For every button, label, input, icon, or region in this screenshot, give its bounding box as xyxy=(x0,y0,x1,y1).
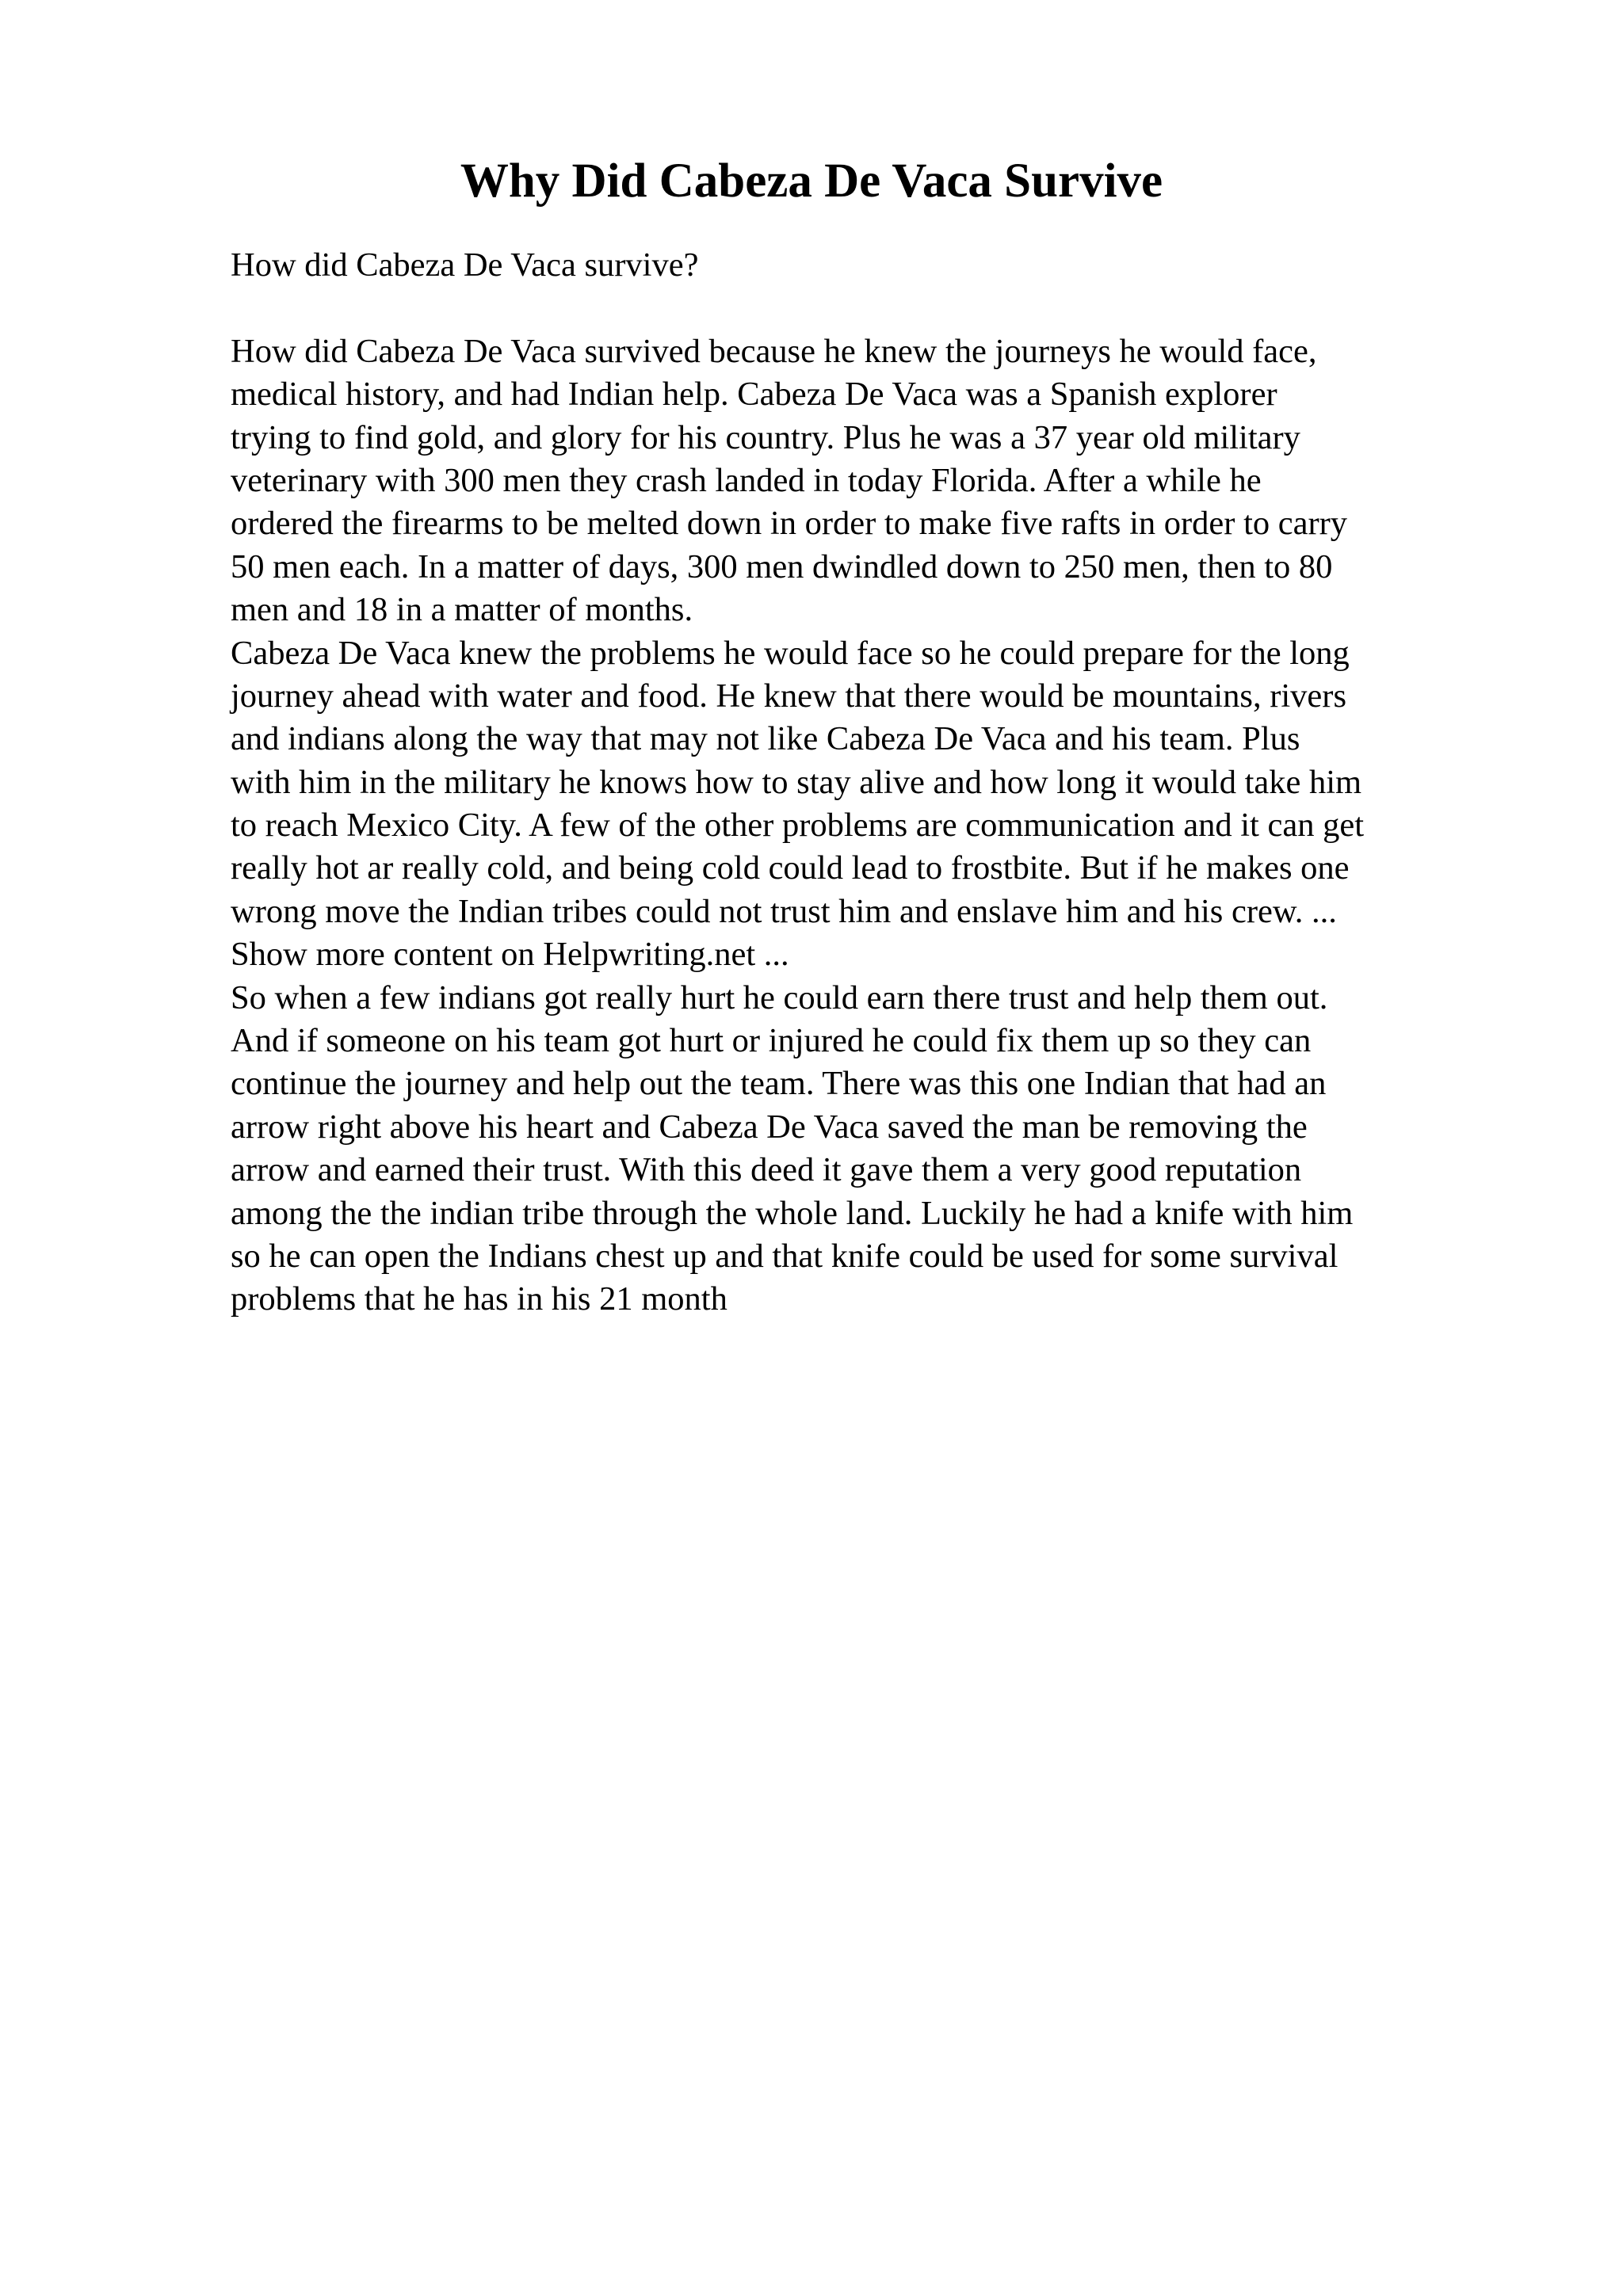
text-line: among the the indian tribe through the whole land. Luckily he had a knife with him xyxy=(231,1194,1354,1232)
text-line: Show more content on Helpwriting.net ... xyxy=(231,936,789,974)
text-line: so he can open the Indians chest up and that knife could be used for some survival xyxy=(231,1237,1338,1275)
paragraph-2 xyxy=(231,632,1514,977)
text-line: medical history, and had Indian help. Cabeza De Vaca was a Spanish explorer xyxy=(231,376,1277,414)
document-body xyxy=(231,244,1514,1322)
text-line: wrong move the Indian tribes could not trust him and enslave him and his crew. ... xyxy=(231,892,1337,930)
text-line: arrow right above his heart and Cabeza De Vaca saved the man be removing the xyxy=(231,1108,1308,1146)
text-line: with him in the military he knows how to stay alive and how long it would take him xyxy=(231,763,1362,801)
text-line: Cabeza De Vaca knew the problems he would face so he could prepare for the long xyxy=(231,634,1350,672)
text-line: to reach Mexico City. A few of the other problems are communication and it can get xyxy=(231,807,1364,845)
text-line: journey ahead with water and food. He knew that there would be mountains, rivers xyxy=(231,677,1346,715)
blank-line xyxy=(231,287,1514,330)
text-line: problems that he has in his 21 month xyxy=(231,1280,727,1318)
text-line: So when a few indians got really hurt he could earn there trust and help them out. xyxy=(231,978,1328,1016)
text-line: How did Cabeza De Vaca survived because he knew the journeys he would face, xyxy=(231,332,1317,370)
document-title: Why Did Cabeza De Vaca Survive xyxy=(460,154,1163,208)
paragraph-3 xyxy=(231,977,1514,1322)
text-line: ordered the firearms to be melted down in order to make five rafts in order to carry xyxy=(231,505,1348,543)
text-line: really hot ar really cold, and being cold could lead to frostbite. But if he makes one xyxy=(231,849,1350,887)
text-line: And if someone on his team got hurt or injured he could fix them up so they can xyxy=(231,1022,1312,1060)
text-line: arrow and earned their trust. With this deed it gave them a very good reputation xyxy=(231,1151,1302,1189)
paragraph-1 xyxy=(231,330,1514,632)
text-line: 50 men each. In a matter of days, 300 men dwindled down to 250 men, then to 80 xyxy=(231,547,1333,585)
text-line: trying to find gold, and glory for his country. Plus he was a 37 year old military xyxy=(231,418,1300,456)
text-line: and indians along the way that may not like Cabeza De Vaca and his team. Plus xyxy=(231,720,1300,758)
question-line: How did Cabeza De Vaca survive? xyxy=(231,246,699,284)
text-line: continue the journey and help out the team. There was this one Indian that had an xyxy=(231,1065,1327,1103)
text-line: men and 18 in a matter of months. xyxy=(231,591,693,629)
text-line: veterinary with 300 men they crash landed in today Florida. After a while he xyxy=(231,461,1262,499)
